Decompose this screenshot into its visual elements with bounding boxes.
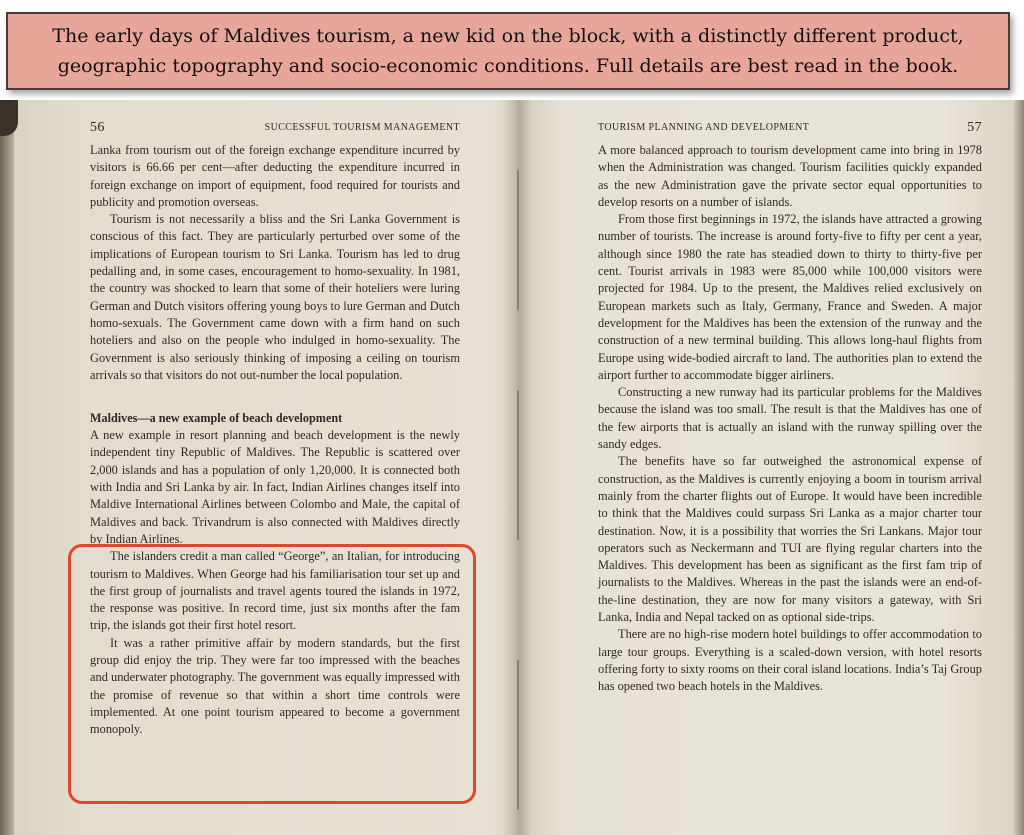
photo-left-edge xyxy=(0,100,14,835)
right-paragraph-2: From those first beginnings in 1972, the islands have attracted a growing number of tourists. The increase is around forty-five to fifty per cent a year, although since 1980 the rate has steadied down to thirty to thirty-five per cent. Tourist arrivals in 1983 were 85,000 while 100,000 visitors were projected for 1984. Up to the present, the Maldives relied exclusively on European markets such as Italy, Germany, France and Sweden. A major development for the Maldives has been the extension of the runway and the construction of a new terminal building. This allows long-haul flights from Europe using wide-bodied aircraft to land. The authorities plan to extend the airport further to accommodate bigger airliners. xyxy=(598,212,982,382)
right-running-head xyxy=(598,122,982,142)
left-running-title: SUCCESSFUL TOURISM MANAGEMENT xyxy=(264,122,460,133)
right-paragraph-4: The benefits have so far outweighed the astronomical expense of construction, as the Maldives is currently enjoying a boom in tourism arrival mainly from the charter flights out of Europe. It would have been incredible to think that the Maldives could surpass Sri Lanka as a major charter tour destination. Now, it is a possibility that worries the Sri Lankans. Major tour operators such as Neckermann and TUI are flying regular charters into the Maldives. This development has been as significant as the first fam trip of journalists to the Maldives. Whereas in the past the islands were an end-of-the-line destination, they are now for many visitors a gateway, with Sri Lanka, India and Nepal tacked on as optional side-trips. xyxy=(598,454,982,625)
left-paragraph-1: Lanka from tourism out of the foreign exchange expenditure incurred by visitors is 66.66 per cent—after deducting the expenditure incurred in foreign exchange on import of equipment, food required for tourists and publicity and promotion overseas. xyxy=(90,143,460,209)
section-paragraph-3: It was a rather primitive affair by modern standards, but the first group did enjoy the trip. They were far too impressed with the beaches and underwater photography. The government was equally impressed with the promise of revenue so that within a short time controls were implemented. At one point tourism appeared to become a government monopoly. xyxy=(90,635,460,737)
right-page xyxy=(598,122,982,696)
right-body xyxy=(598,142,982,696)
right-paragraph-5: There are no high-rise modern hotel buildings to offer accommodation to large tour groups. Everything is a scaled-down version, with hotel resorts offering forty to sixty rooms on their coral island locations. India’s Taj Group has opened two beach hotels in the Maldives. xyxy=(598,627,982,694)
finger-shadow xyxy=(0,100,18,136)
right-page-number: 57 xyxy=(967,120,982,135)
binding-thread-bottom xyxy=(517,660,519,810)
maldives-section-highlight xyxy=(68,544,476,804)
binding-thread-middle xyxy=(517,390,519,540)
left-paragraph-2: Tourism is not necessarily a bliss and the Sri Lanka Government is conscious of this fact. They are particularly perturbed over some of the implications of European tourism to Sri Lanka. Tourism has led to drug pedalling and, in some cases, encouragement to homo-sexuality. In 1981, the country was shocked to learn that some of their hoteliers were luring German and Dutch visitors offering young boys to lure German and Dutch homo-sexuals. The Government came down with a firm hand on such hoteliers and also on the people who indulged in homo-sexuality. The Government is also seriously thinking of imposing a ceiling on tourism arrivals so that visitors do not out-number the local population. xyxy=(90,212,460,382)
right-paragraph-1: A more balanced approach to tourism development came into bring in 1978 when the Administration was changed. Tourism facilities quickly expanded as the new Administration gave the private sector equal opportunities to develop resorts on a number of islands. xyxy=(598,143,982,209)
binding-thread-top xyxy=(517,170,519,310)
caption-banner xyxy=(6,12,1010,90)
caption-line-2: geographic topography and socio-economic conditions. Full details are best read in the book. xyxy=(57,55,959,77)
section-heading: Maldives—a new example of beach development xyxy=(90,411,343,426)
photo-right-edge xyxy=(1014,100,1024,835)
section-paragraph-1: A new example in resort planning and beach development is the newly independent tiny Republic of Maldives. The Republic is scattered over 2,000 islands and has a population of only 1,20,000. It is connected both with India and Sri Lanka by air. In fact, Indian Airlines changes itself into Maldive International Airlines between Colombo and Male, the capital of Maldives and back. Trivandrum is also connected with Maldives directly by Indian Airlines. xyxy=(90,428,460,546)
left-page-number: 56 xyxy=(90,120,105,135)
section-paragraph-2: The islanders credit a man called “George”, an Italian, for introducing tourism to Maldives. When George had his familiarisation tour set up and the first group of journalists and travel agents toured the islands in 1972, the response was positive. In record time, just six months after the fam trip, the islands got their first hotel resort. xyxy=(90,549,460,633)
caption-line-1: The early days of Maldives tourism, a new kid on the block, with a distinctly different product, xyxy=(52,25,964,47)
right-running-title: TOURISM PLANNING AND DEVELOPMENT xyxy=(598,122,810,133)
left-running-head xyxy=(90,122,460,142)
right-paragraph-3: Constructing a new runway had its particular problems for the Maldives because the island was too small. The result is that the Maldives has one of the few airports that is actually an island with the runway spilling over the sandy edges. xyxy=(598,385,982,452)
book-photo xyxy=(0,100,1024,835)
